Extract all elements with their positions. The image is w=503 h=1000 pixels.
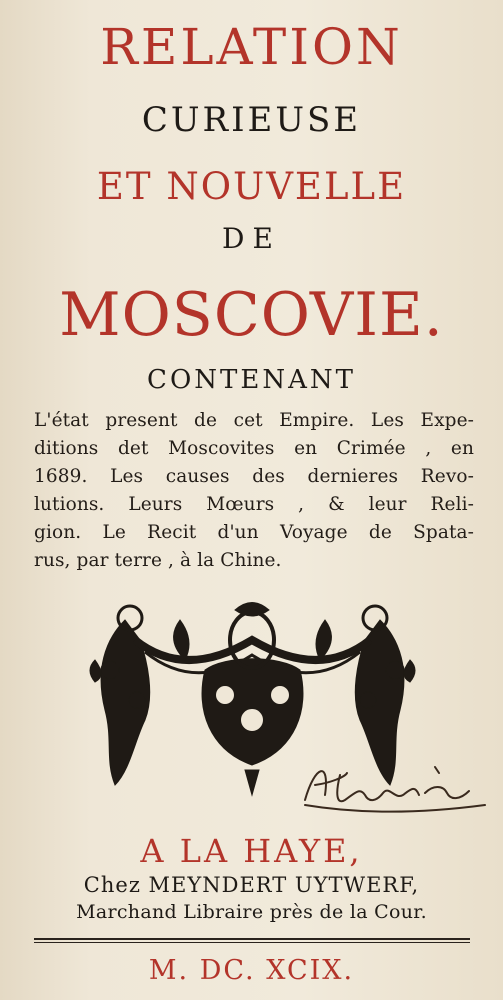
description-line: rus, par terre , à la Chine. (34, 550, 282, 571)
description-line: lutions. Leurs Mœurs , & leur Reli- (34, 494, 474, 515)
description-line: ditions det Moscovites en Crimée , en (34, 438, 474, 459)
publication-year: M. DC. XCIX. (148, 955, 355, 986)
description-line: L'état present de cet Empire. Les Expe- (34, 410, 474, 431)
title-relation: RELATION (100, 18, 403, 76)
title-curieuse: CURIEUSE (141, 100, 362, 140)
imprint-place: A LA HAYE, (140, 832, 363, 870)
divider-rule-thin (34, 942, 470, 943)
description-line: 1689. Les causes des dernieres Revo- (34, 466, 474, 487)
title-contenant: CONTENANT (147, 365, 356, 395)
title-moscovie: MOSCOVIE. (59, 280, 444, 350)
description-line: gion. Le Recit d'un Voyage de Spata- (34, 522, 474, 543)
imprint-printer: Chez MEYNDERT UYTWERF, (83, 873, 420, 897)
divider-rule (34, 938, 470, 940)
imprint-location: Marchand Libraire près de la Cour. (76, 901, 427, 923)
title-de: DE (222, 222, 281, 255)
title-et-nouvelle: ET NOUVELLE (96, 165, 407, 208)
description-text (34, 407, 474, 575)
handwritten-signature (285, 755, 495, 825)
